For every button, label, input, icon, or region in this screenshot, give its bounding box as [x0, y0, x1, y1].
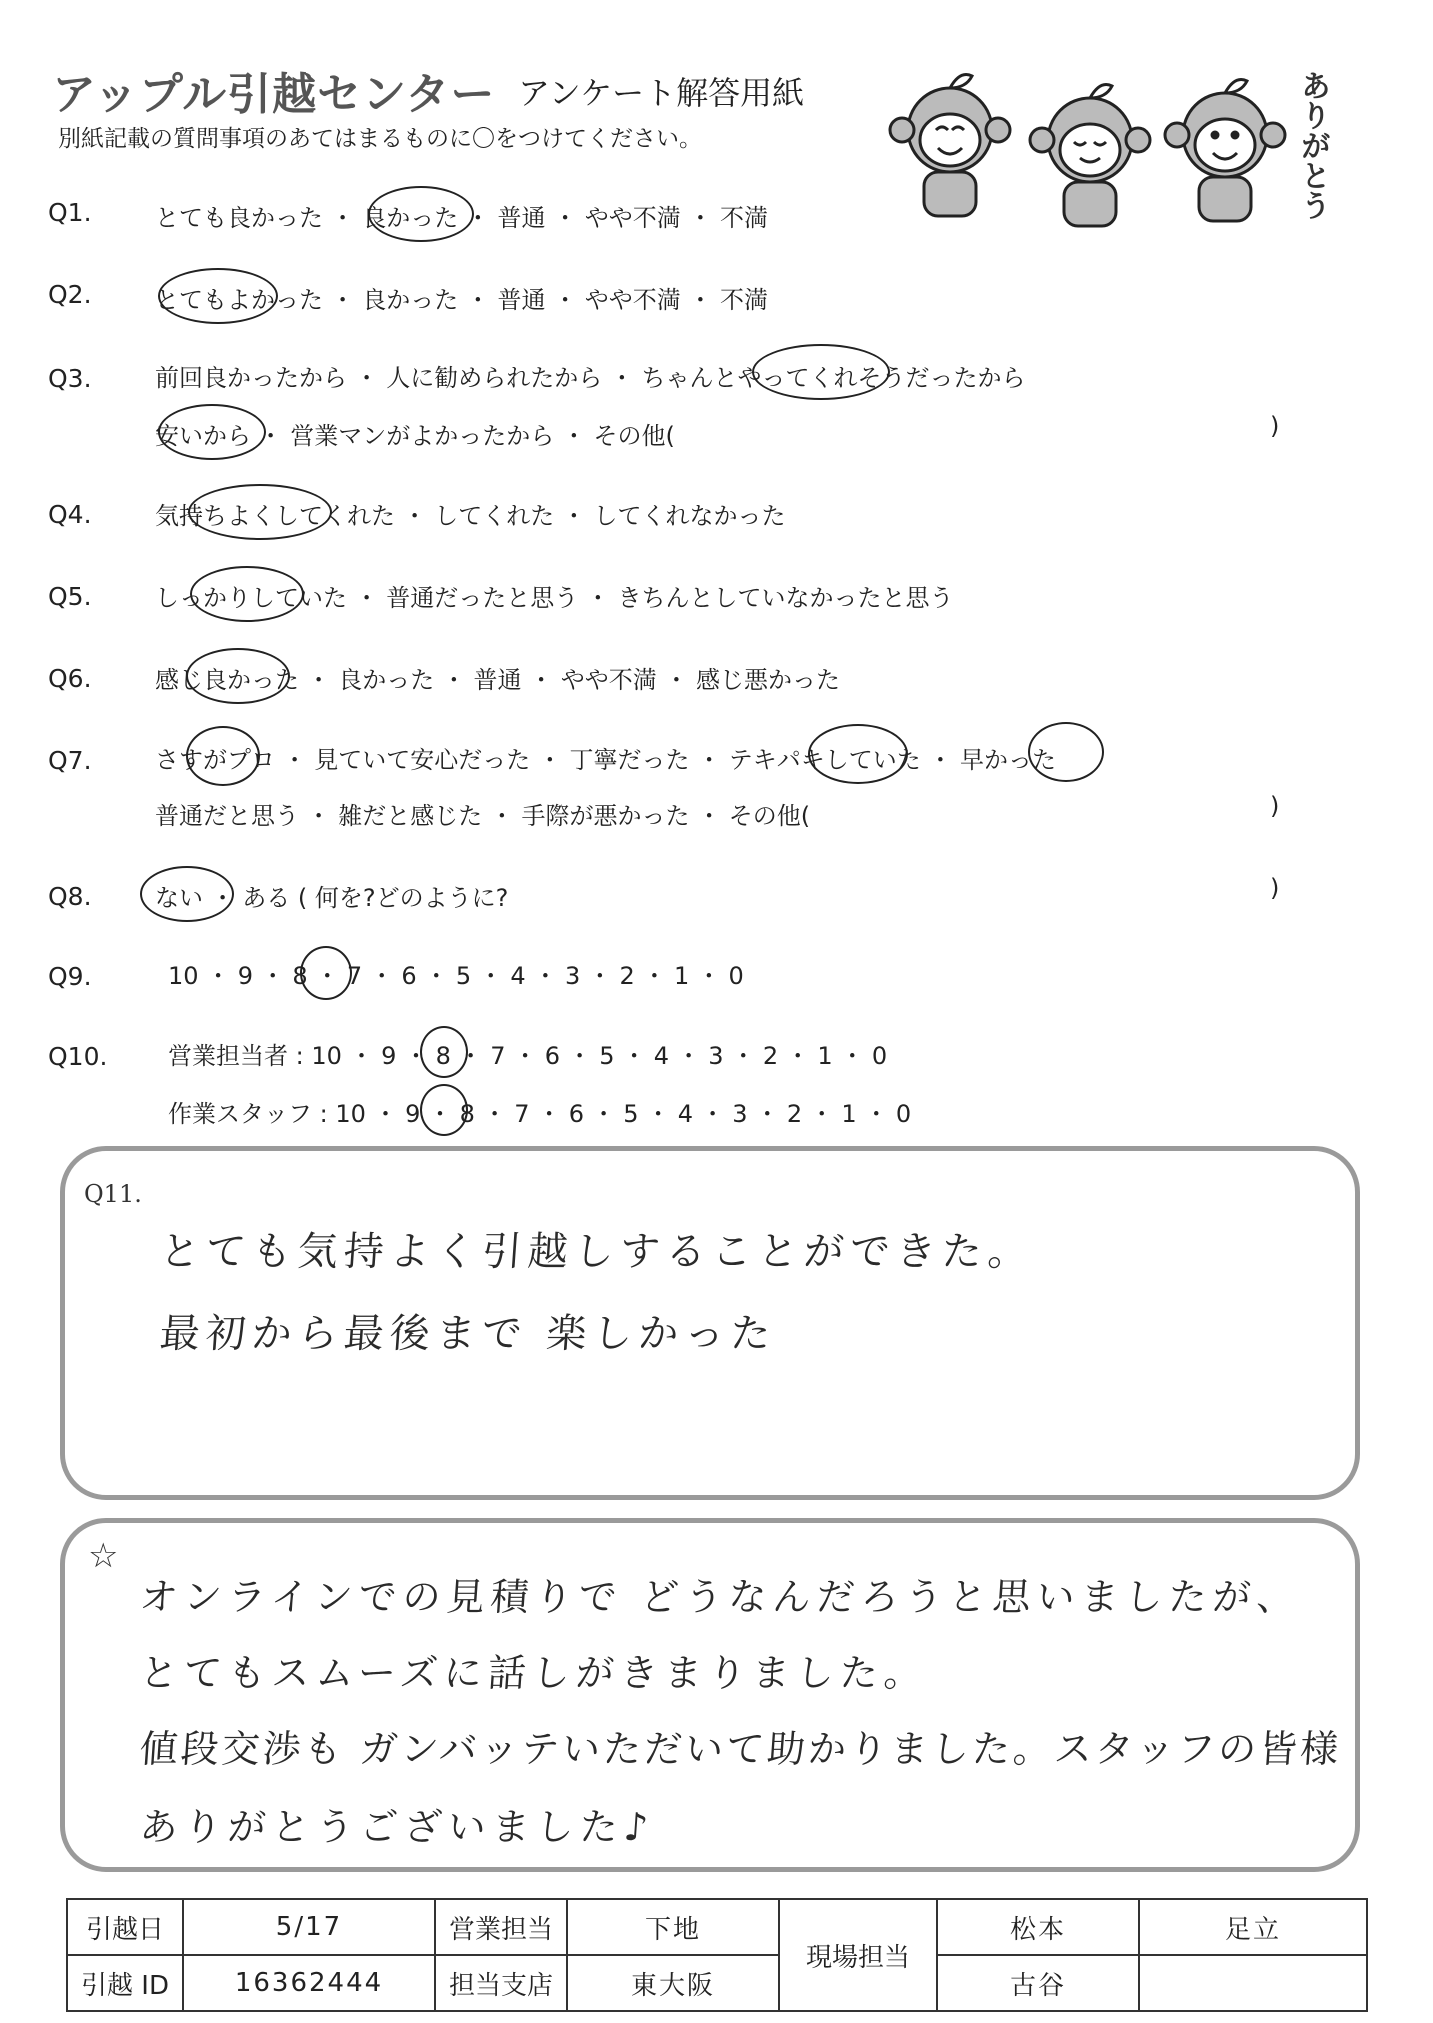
selection-circle-q7c [1028, 722, 1104, 782]
star-icon: ☆ [88, 1536, 119, 1576]
selection-circle-q4 [188, 484, 332, 540]
q9-label: Q9. [48, 962, 92, 991]
q3-close-paren: ) [1270, 412, 1280, 440]
q5-options: しっかりしていた ・ 普通だったと思う ・ きちんとしていなかったと思う [155, 584, 954, 612]
q3-options-line1: 前回良かったから ・ 人に勧められたから ・ ちゃんとやってくれそうだったから [155, 364, 1026, 392]
selection-circle-q10-sales [420, 1026, 468, 1078]
selection-circle-q10-staff [420, 1084, 468, 1136]
site-staff-label: 現場担当 [779, 1899, 937, 2011]
q8-options: ない ・ ある ( 何を?どのように? [155, 884, 509, 912]
selection-circle-q7a [186, 726, 260, 786]
q10-sales-options: 営業担当者 : 10 ・ 9 ・ 8 ・ 7 ・ 6 ・ 5 ・ 4 ・ 3 ・ 2 ・ 1 ・ 0 [168, 1042, 888, 1070]
q2-label: Q2. [48, 280, 92, 309]
branch-value: 東大阪 [567, 1955, 779, 2011]
selection-circle-q3b [158, 404, 266, 460]
q7-options-line1: さすがプロ ・ 見ていて安心だった ・ 丁寧だった ・ テキパキしていた ・ 早かった [155, 746, 1057, 774]
footer-info-table [66, 1898, 1368, 2012]
selection-circle-q6 [186, 648, 290, 704]
q8-label: Q8. [48, 882, 92, 911]
branch-label: 担当支店 [435, 1955, 567, 2011]
q10-label: Q10. [48, 1042, 108, 1071]
comment-line1: オンラインでの見積りで どうなんだろうと思いましたが、 [138, 1575, 1303, 1619]
selection-circle-q5 [190, 566, 304, 622]
q11-answer-line1: とても気持よく引越しすることができた。 [158, 1229, 1036, 1275]
move-date-label: 引越日 [67, 1899, 183, 1955]
form-subtitle: アンケート解答用紙 [518, 74, 805, 112]
sales-value: 下地 [567, 1899, 779, 1955]
q3-options-line2: 安いから ・ 営業マンがよかったから ・ その他( [155, 422, 675, 450]
selection-circle-q2 [158, 268, 278, 324]
selection-circle-q8 [140, 866, 234, 922]
selection-circle-q7b [808, 724, 908, 784]
instruction-text: 別紙記載の質問事項のあてはまるものに〇をつけてください。 [58, 126, 702, 152]
q7-label: Q7. [48, 746, 92, 775]
q6-label: Q6. [48, 664, 92, 693]
q6-options: 感じ良かった ・ 良かった ・ 普通 ・ やや不満 ・ 感じ悪かった [155, 666, 841, 694]
site-staff-empty [1139, 1955, 1367, 2011]
site-staff-1: 松本 [937, 1899, 1139, 1955]
q1-label: Q1. [48, 198, 92, 227]
site-staff-3: 古谷 [937, 1955, 1139, 2011]
move-id-value: 16362444 [183, 1955, 435, 2011]
q1-options: とても良かった ・ 良かった ・ 普通 ・ やや不満 ・ 不満 [155, 204, 769, 232]
selection-circle-q1 [368, 186, 474, 242]
move-id-label: 引越 ID [67, 1955, 183, 2011]
selection-circle-q3a [752, 344, 890, 400]
q4-label: Q4. [48, 500, 92, 529]
q3-label: Q3. [48, 364, 92, 393]
sales-label: 営業担当 [435, 1899, 567, 1955]
q7-options-line2: 普通だと思う ・ 雑だと感じた ・ 手際が悪かった ・ その他( [155, 802, 811, 830]
q2-options: とてもよかった ・ 良かった ・ 普通 ・ やや不満 ・ 不満 [155, 286, 769, 314]
comment-line3: 値段交渉も ガンバッテいただいて助かりました。スタッフの皆様 [138, 1727, 1343, 1771]
site-staff-2: 足立 [1139, 1899, 1367, 1955]
q5-label: Q5. [48, 582, 92, 611]
move-date-value: 5/17 [183, 1899, 435, 1955]
q10-staff-options: 作業スタッフ : 10 ・ 9 ・ 8 ・ 7 ・ 6 ・ 5 ・ 4 ・ 3 ・ 2 ・ 1 ・ 0 [168, 1100, 912, 1128]
comment-line4: ありがとうございました♪ [138, 1805, 656, 1849]
q7-close-paren: ) [1270, 792, 1280, 820]
q11-answer-line2: 最初から最後まで 楽しかった [158, 1311, 779, 1357]
selection-circle-q9 [300, 946, 352, 1000]
q4-options: 気持ちよくしてくれた ・ してくれた ・ してくれなかった [155, 502, 786, 530]
q9-options: 10 ・ 9 ・ 8 ・ 7 ・ 6 ・ 5 ・ 4 ・ 3 ・ 2 ・ 1 ・ 0 [168, 962, 744, 990]
thanks-text: ありがとう [1295, 70, 1330, 220]
monkey-mascot-icon [880, 60, 1300, 230]
company-name: アップル引越センター [52, 69, 496, 120]
q11-label: Q11. [84, 1180, 142, 1208]
comment-line2: とてもスムーズに話しがきまりました。 [138, 1651, 930, 1695]
q8-close-paren: ) [1270, 874, 1280, 902]
